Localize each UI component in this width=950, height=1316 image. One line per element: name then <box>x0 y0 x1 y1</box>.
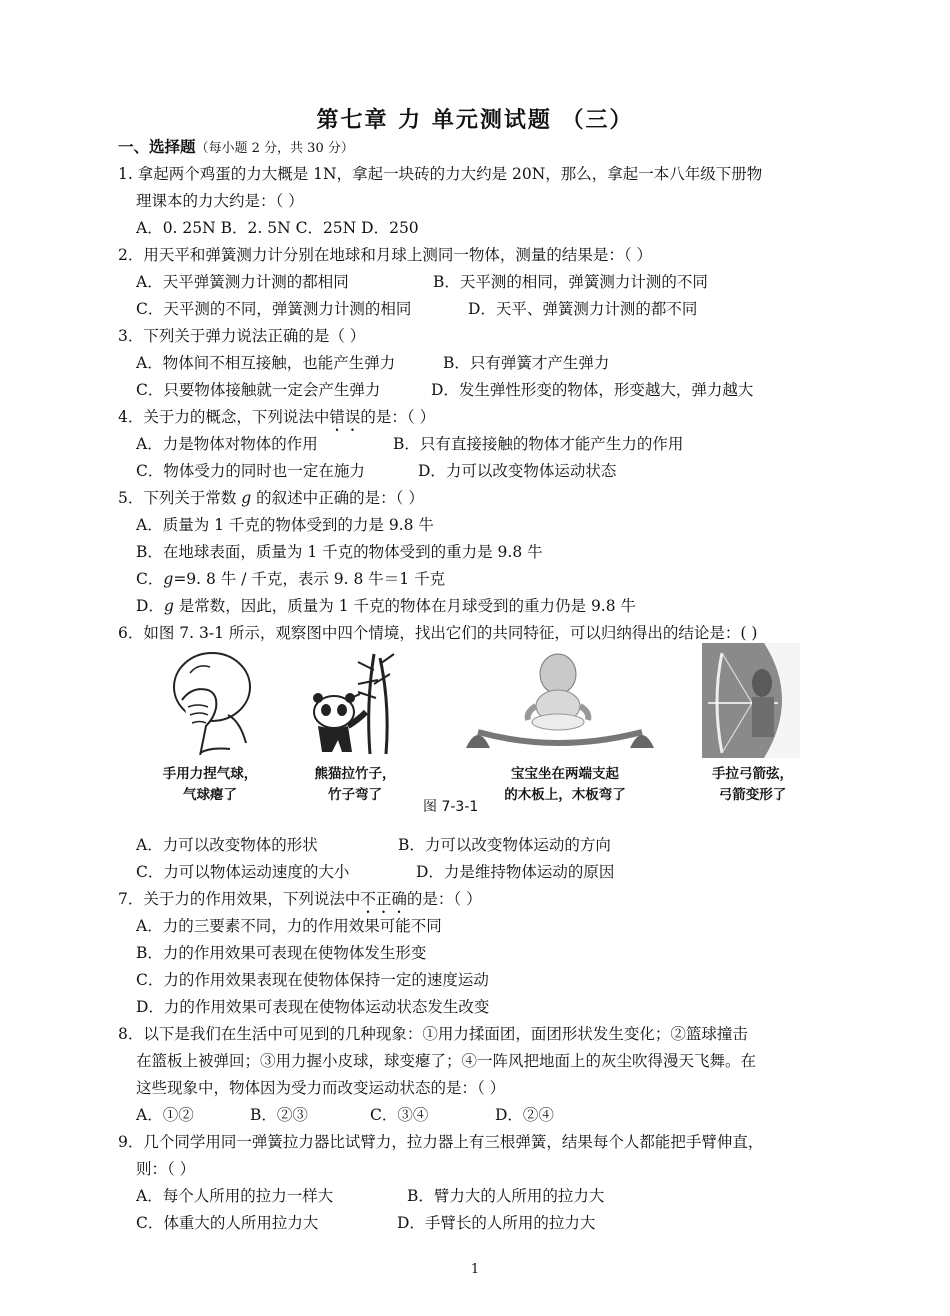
q3-stem: 3．下列关于弹力说法正确的是（ ） <box>118 327 366 345</box>
q1-stem-line2: 理课本的力大约是：（ ） <box>136 192 304 210</box>
q7-option-b: B．力的作用效果可表现在使物体发生形变 <box>136 944 427 962</box>
q8-option-a: A．①② <box>136 1106 194 1124</box>
q5-stem-pre: 5．下列关于常数 <box>118 489 242 507</box>
q9-option-d: D．手臂长的人所用的拉力大 <box>397 1214 596 1232</box>
q6-stem: 6．如图 7. 3-1 所示，观察图中四个情境，找出它们的共同特征，可以归纳得出的结论是：( ) <box>118 624 758 642</box>
q5-stem-g: g <box>241 489 252 507</box>
q6-option-c: C．力可以物体运动速度的大小 <box>136 863 350 881</box>
baby-on-board-image <box>460 650 660 755</box>
q2-option-d: D．天平、弹簧测力计测的都不同 <box>468 300 698 318</box>
q9-stem-line1: 9．几个同学用同一弹簧拉力器比试臂力，拉力器上有三根弹簧，结果每个人都能把手臂伸直， <box>118 1133 764 1151</box>
q5-option-a: A．质量为 1 千克的物体受到的力是 9.8 牛 <box>136 516 434 534</box>
caption-panda-line1: 熊猫拉竹子， <box>314 766 396 782</box>
q2-option-c: C．天平测的不同，弹簧测力计测的相同 <box>136 300 412 318</box>
caption-archery <box>690 764 815 806</box>
caption-baby-line2: 的木板上，木板弯了 <box>504 787 626 803</box>
q7-stem <box>118 888 482 917</box>
balloon-squeeze-image <box>160 645 260 755</box>
caption-balloon-line2: 气球瘪了 <box>183 787 237 803</box>
q9-option-a: A．每个人所用的拉力一样大 <box>136 1187 334 1205</box>
q6-option-a: A．力可以改变物体的形状 <box>136 836 318 854</box>
q9-stem-line2: 则：（ ） <box>136 1160 196 1178</box>
q7-stem-emphasis: 不正确 <box>360 890 407 908</box>
q7-option-a: A．力的三要素不同，力的作用效果可能不同 <box>136 917 442 935</box>
page-title: 第七章 力 单元测试题 （三） <box>316 107 634 133</box>
q3-option-a: A．物体间不相互接触，也能产生弹力 <box>136 354 396 372</box>
q3-option-d: D．发生弹性形变的物体，形变越大，弹力越大 <box>431 381 754 399</box>
q7-stem-pre: 7．关于力的作用效果，下列说法中 <box>118 890 361 908</box>
q5-option-b: B．在地球表面，质量为 1 千克的物体受到的重力是 9.8 牛 <box>136 543 543 561</box>
q4-stem-emphasis: 错误 <box>329 408 361 426</box>
q5-d-post: 是常数，因此，质量为 1 千克的物体在月球受到的重力仍是 9.8 牛 <box>173 597 637 615</box>
q9-option-b: B．臂力大的人所用的拉力大 <box>407 1187 605 1205</box>
q8-option-d: D．②④ <box>495 1106 554 1124</box>
q4-option-d: D．力可以改变物体运动状态 <box>418 462 617 480</box>
q5-d-pre: D． <box>136 597 164 615</box>
q8-stem-line1: 8．以下是我们在生活中可见到的几种现象：①用力揉面团，面团形状发生变化；②篮球撞击 <box>118 1025 748 1043</box>
q3-option-b: B．只有弹簧才产生弹力 <box>443 354 610 372</box>
section-note: （每小题 2 分，共 30 分） <box>195 141 354 156</box>
q1-options: A．0. 25N B．2. 5N C．25N D．250 <box>136 219 419 237</box>
q7-option-d: D．力的作用效果可表现在使物体运动状态发生改变 <box>136 998 490 1016</box>
q1-stem-line1: 1. 拿起两个鸡蛋的力大概是 1N，拿起一块砖的力大约是 20N，那么，拿起一本八年级下册物 <box>118 165 763 183</box>
q9-option-c: C．体重大的人所用拉力大 <box>136 1214 319 1232</box>
page-number: 1 <box>470 1262 480 1277</box>
q5-c-g: g <box>163 570 174 588</box>
caption-balloon <box>145 764 275 806</box>
q5-stem-post: 的叙述中正确的是：（ ） <box>251 489 424 507</box>
q5-d-g: g <box>163 597 174 615</box>
caption-baby-line1: 宝宝坐在两端支起 <box>511 766 619 782</box>
q8-stem-line3: 这些现象中，物体因为受力而改变运动状态的是：（ ） <box>136 1079 506 1097</box>
caption-panda <box>295 764 415 806</box>
q2-option-a: A．天平弹簧测力计测的都相同 <box>136 273 349 291</box>
q3-option-c: C．只要物体接触就一定会产生弹力 <box>136 381 381 399</box>
q4-stem <box>118 406 435 435</box>
q7-option-c: C．力的作用效果表现在使物体保持一定的速度运动 <box>136 971 489 989</box>
q8-option-c: C．③④ <box>370 1106 429 1124</box>
q5-stem <box>118 487 424 509</box>
q7-stem-post: 的是：（ ） <box>406 890 482 908</box>
q8-stem-line2: 在篮板上被弹回；③用力握小皮球，球变瘪了；④一阵风把地面上的灰尘吹得漫天飞舞。在 <box>136 1052 757 1070</box>
caption-archery-line1: 手拉弓箭弦， <box>712 766 793 782</box>
q2-stem: 2．用天平和弹簧测力计分别在地球和月球上测同一物体，测量的结果是：（ ） <box>118 246 653 264</box>
q4-stem-post: 的是：（ ） <box>360 408 436 426</box>
caption-panda-line2: 竹子弯了 <box>328 787 382 803</box>
q2-option-b: B．天平测的相同，弹簧测力计测的不同 <box>433 273 708 291</box>
q4-option-a: A．力是物体对物体的作用 <box>136 435 318 453</box>
caption-archery-line2: 弓箭变形了 <box>718 787 787 803</box>
q5-option-c <box>136 568 445 590</box>
q6-option-b: B．力可以改变物体运动的方向 <box>398 836 611 854</box>
q5-c-pre: C． <box>136 570 164 588</box>
q5-option-d <box>136 595 636 617</box>
section-head: 一、选择题 <box>118 137 196 156</box>
caption-balloon-line1: 手用力捏气球， <box>162 766 258 782</box>
q4-option-c: C．物体受力的同时也一定在施力 <box>136 462 365 480</box>
q4-option-b: B．只有直接接触的物体才能产生力的作用 <box>393 435 684 453</box>
archery-bow-image <box>702 643 800 758</box>
q5-c-post: =9. 8 牛 / 千克，表示 9. 8 牛＝1 千克 <box>173 570 446 588</box>
q6-option-d: D．力是维持物体运动的原因 <box>416 863 615 881</box>
section-heading <box>118 136 354 160</box>
q8-option-b: B．②③ <box>250 1106 308 1124</box>
figure-label: 图 7-3-1 <box>423 799 479 815</box>
panda-bamboo-image <box>300 650 420 758</box>
caption-baby <box>480 764 650 806</box>
q4-stem-pre: 4．关于力的概念，下列说法中 <box>118 408 330 426</box>
